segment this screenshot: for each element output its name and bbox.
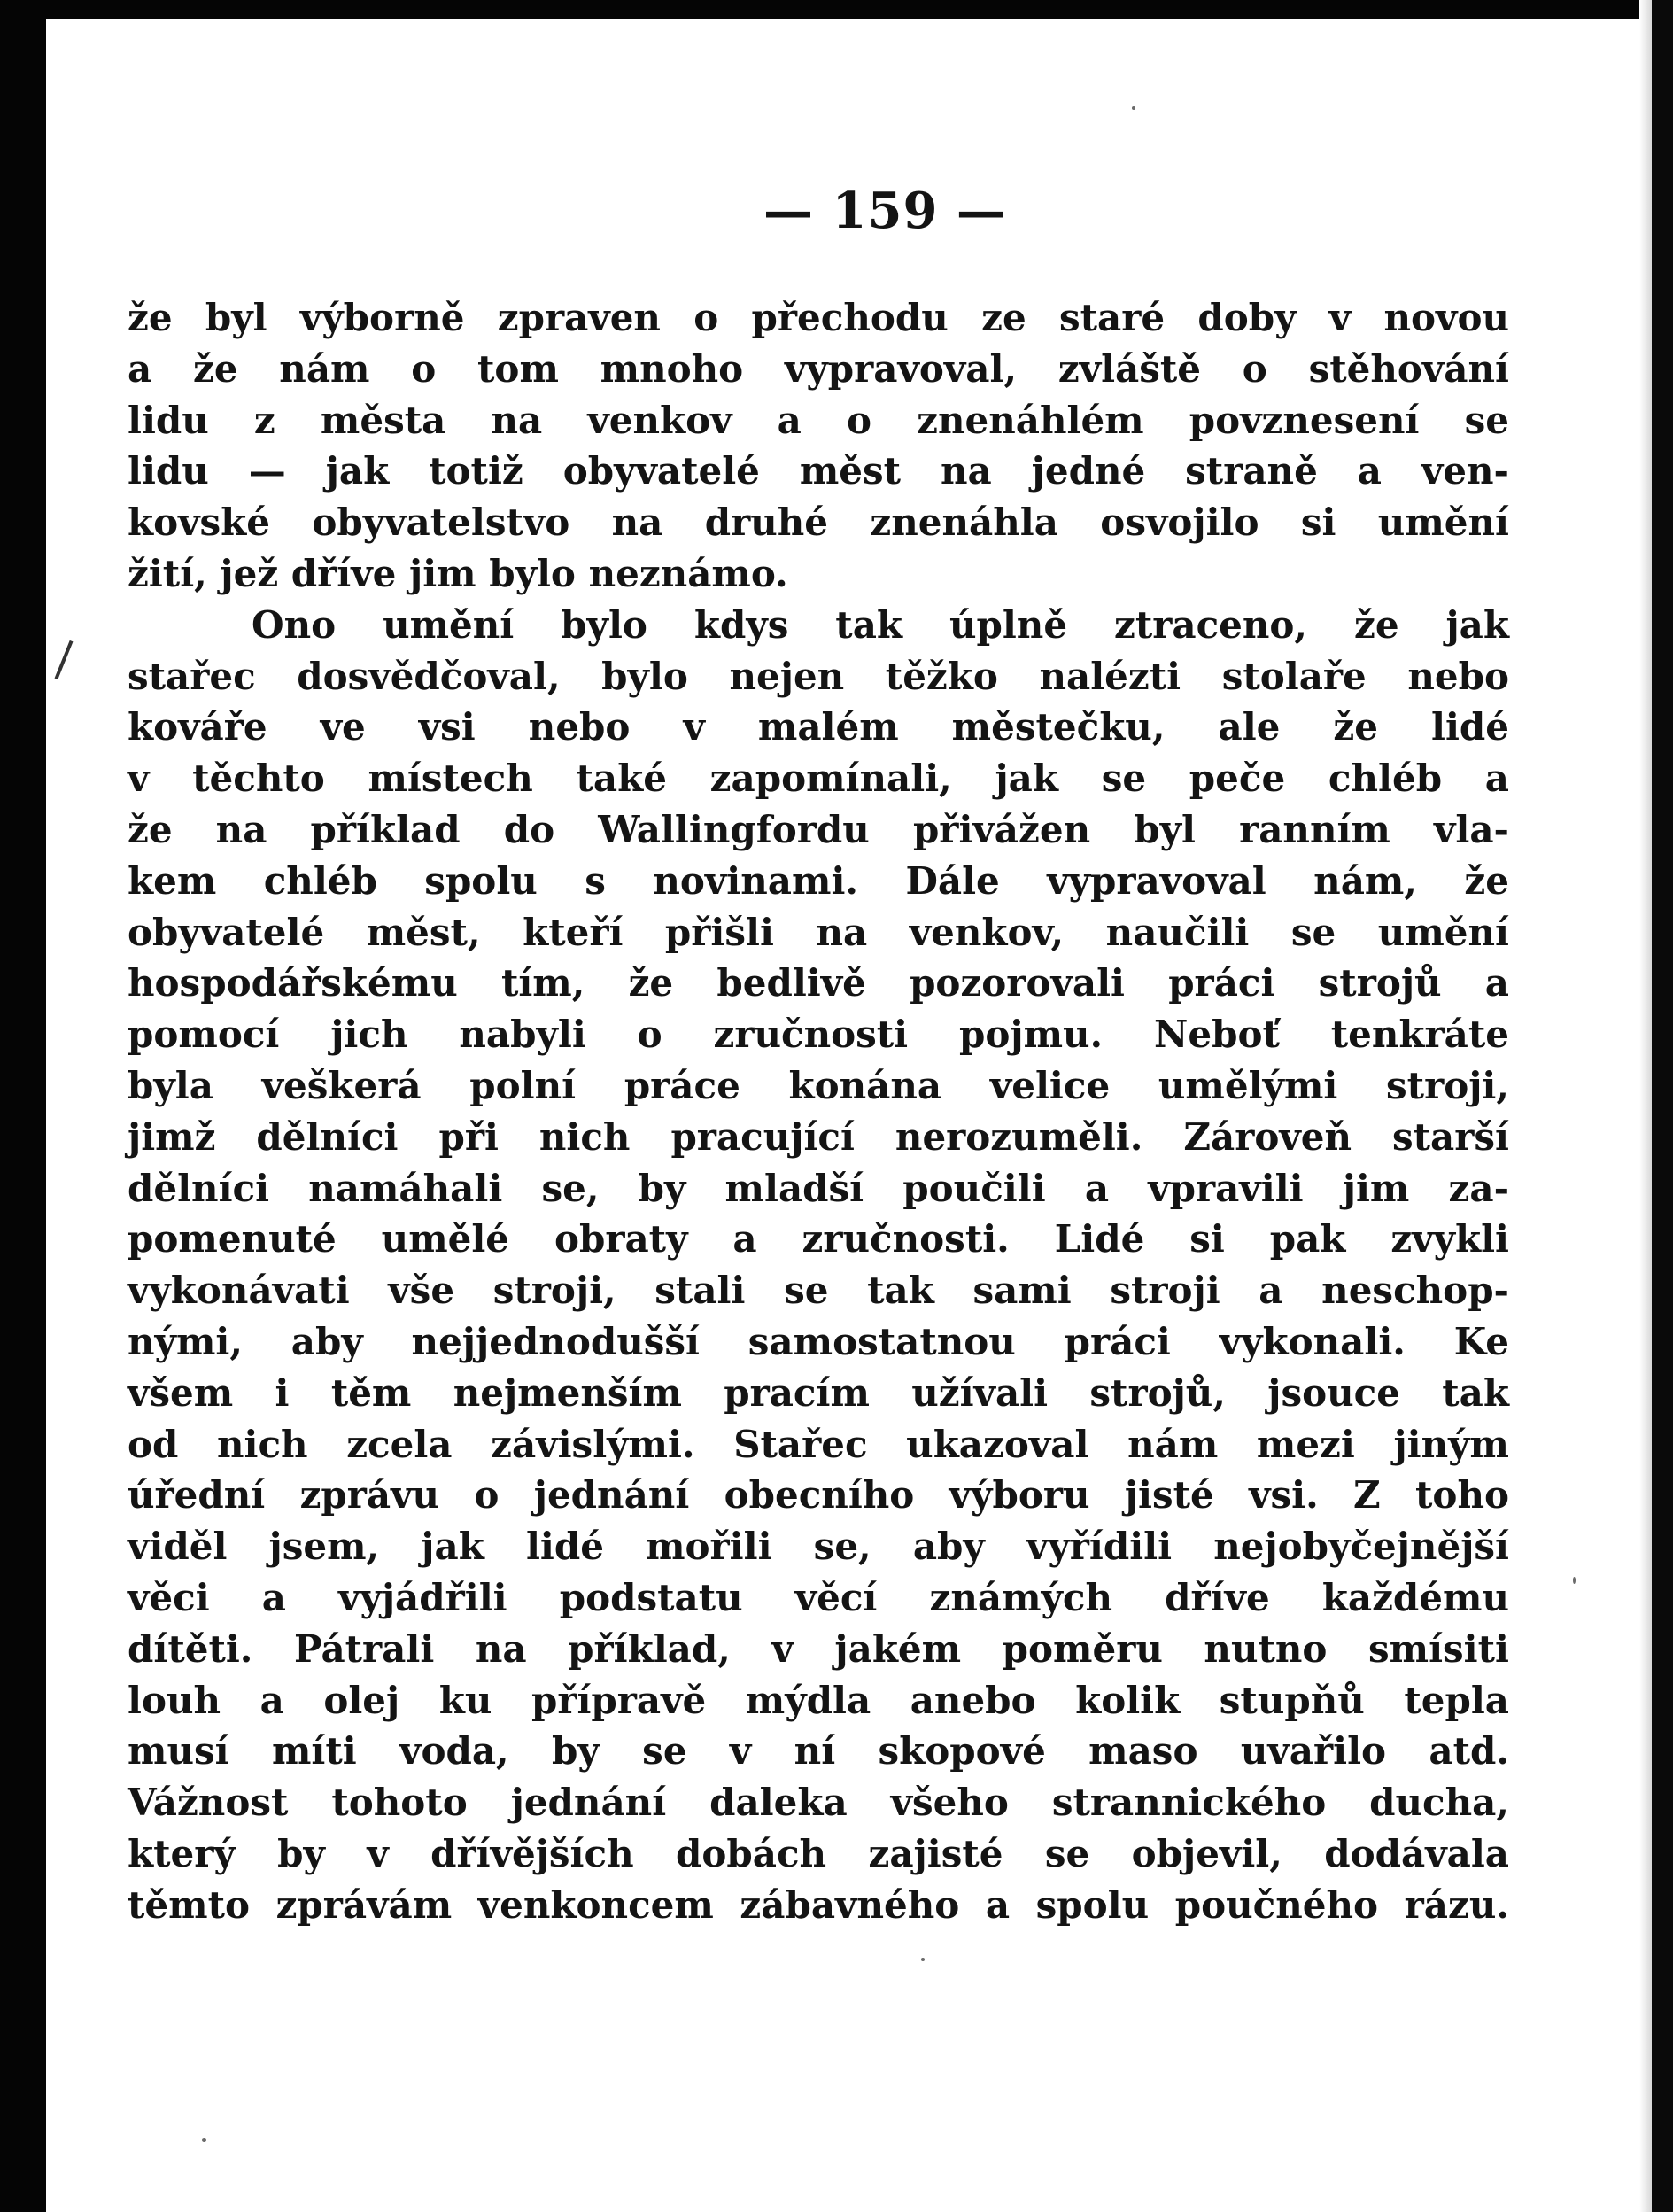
text-line: žití, jež dříve jim bylo neznámo. <box>128 551 788 595</box>
paper-speck <box>202 2138 206 2142</box>
text-line: v těchto místech také zapomínali, jak se peče chléb a <box>128 757 1509 801</box>
text-line: a že nám o tom mnoho vypravoval, zvláště o stěhování <box>128 346 1509 391</box>
text-line: vykonávati vše stroji, stali se tak sami stroji a neschop- <box>128 1269 1509 1313</box>
text-line: nými, aby nejjednodušší samostatnou práci vykonali. Ke <box>128 1319 1509 1363</box>
scan-border-left <box>0 0 46 2212</box>
paper-speck <box>921 1958 925 1961</box>
margin-pencil-mark <box>55 640 74 679</box>
text-line: lidu z města na venkov a o znenáhlém povznesení se <box>128 398 1509 442</box>
text-line: všem i těm nejmenším pracím užívali strojů, jsouce tak <box>128 1370 1509 1415</box>
text-line: byla veškerá polní práce konána velice umělými stroji, <box>128 1063 1509 1107</box>
paper-speck <box>1573 1577 1576 1584</box>
text-line: Ono umění bylo kdys tak úplně ztraceno, že jak <box>252 602 1509 647</box>
text-line: obyvatelé měst, kteří přišli na venkov, naučili se umění <box>128 910 1509 954</box>
text-line: od nich zcela závislými. Stařec ukazoval nám mezi jiným <box>128 1422 1509 1466</box>
text-line: který by v dřívějších dobách zajisté se objevil, dodávala <box>128 1831 1509 1875</box>
scan-border-right <box>1652 0 1673 2212</box>
text-line: lidu — jak totiž obyvatelé měst na jedné straně a ven- <box>128 449 1509 493</box>
scan-border-top <box>0 0 1673 19</box>
text-line: věci a vyjádřili podstatu věcí známých dříve každému <box>128 1575 1509 1619</box>
text-line: dělníci namáhali se, by mladší poučili a vpravili jim za- <box>128 1166 1509 1210</box>
body-text <box>128 292 1509 1931</box>
text-line: Vážnost tohoto jednání daleka všeho strannického ducha, <box>128 1781 1509 1825</box>
text-line: kováře ve vsi nebo v malém městečku, ale že lidé <box>128 705 1509 749</box>
page-edge-shadow <box>1639 0 1652 2212</box>
page-number: — 159 — <box>763 182 1007 240</box>
text-line: viděl jsem, jak lidé mořili se, aby vyřídili nejobyčejnější <box>128 1525 1509 1569</box>
text-line: dítěti. Pátrali na příklad, v jakém poměru nutno smísiti <box>128 1626 1509 1671</box>
text-line: že byl výborně zpraven o přechodu ze staré doby v novou <box>128 296 1509 339</box>
text-line: stařec dosvědčoval, bylo nejen těžko nalézti stolaře nebo <box>128 654 1509 698</box>
paper-speck <box>1132 106 1135 110</box>
text-line: úřední zprávu o jednání obecního výboru jisté vsi. Z toho <box>128 1473 1509 1517</box>
text-line: hospodářskému tím, že bedlivě pozorovali práci strojů a <box>128 961 1509 1005</box>
text-line: louh a olej ku přípravě mýdla anebo kolik stupňů tepla <box>128 1678 1509 1722</box>
text-line: jimž dělníci při nich pracující nerozuměli. Zároveň starší <box>128 1114 1509 1159</box>
text-line: kovské obyvatelstvo na druhé znenáhla osvojilo si umění <box>128 501 1509 545</box>
text-line: že na příklad do Wallingfordu přivážen byl ranním vla- <box>128 807 1509 851</box>
text-line: pomenuté umělé obraty a zručnosti. Lidé si pak zvykli <box>128 1217 1509 1261</box>
book-page <box>46 19 1618 2212</box>
text-line: těmto zprávám venkoncem zábavného a spolu poučného rázu. <box>128 1882 1509 1927</box>
text-line: musí míti voda, by se v ní skopové maso uvařilo atd. <box>128 1729 1509 1773</box>
text-line: pomocí jich nabyli o zručnosti pojmu. Neboť tenkráte <box>128 1013 1509 1057</box>
text-line: kem chléb spolu s novinami. Dále vypravoval nám, že <box>128 858 1509 903</box>
